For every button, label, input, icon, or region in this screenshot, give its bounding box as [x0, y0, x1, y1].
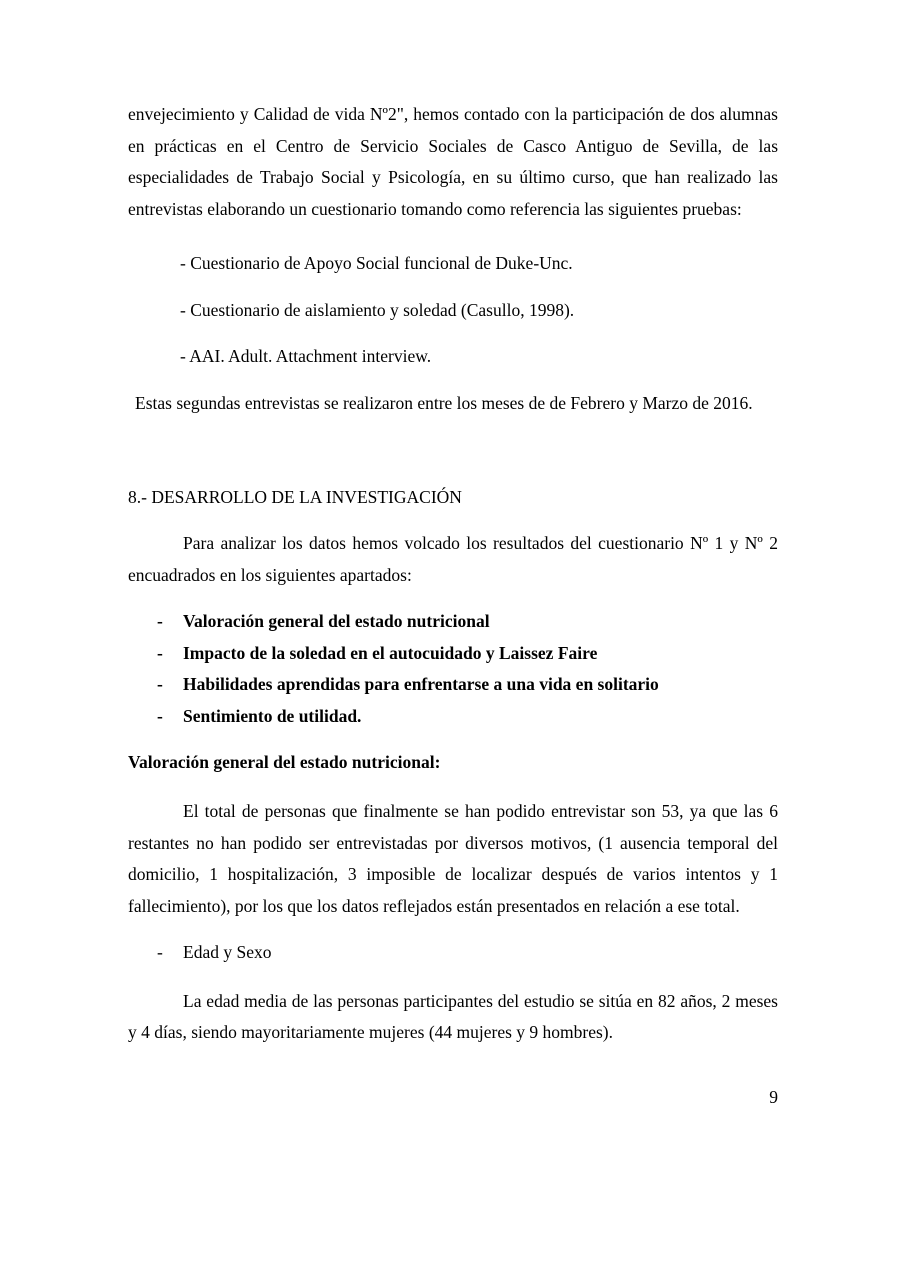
list-dash-marker: - — [157, 642, 163, 663]
list-item-edad-sexo — [157, 937, 778, 969]
list-item-valoracion — [157, 606, 778, 638]
page-number: 9 — [769, 1086, 778, 1107]
list-item-questionnaire-duke: - Cuestionario de Apoyo Social funcional de Duke-Unc. — [180, 253, 573, 273]
list-item-habilidades — [157, 669, 778, 701]
paragraph-edad-media: La edad media de las personas participantes del estudio se sitúa en 82 años, 2 meses y 4 días, siendo mayoritariamente mujeres (44 mujeres y 9 hombres). — [128, 990, 778, 1043]
section-heading-desarrollo: 8.- DESARROLLO DE LA INVESTIGACIÓN — [128, 487, 462, 507]
list-dash-marker: - — [157, 705, 163, 726]
paragraph-intro: envejecimiento y Calidad de vida Nº2", hemos contado con la participación de dos alumnas en prácticas en el Centro de Servicio Sociales de Casco Antiguo de Sevilla, de las especialidades de Trabajo Social y Psicología, en su último curso, que han realizado las entrevistas elaborando un cuestionario tomando como referencia las siguientes pruebas: — [128, 104, 778, 219]
list-item-sentimiento — [157, 701, 778, 733]
bold-topic-list — [128, 606, 778, 732]
paragraph-interview-dates: Estas segundas entrevistas se realizaron entre los meses de de Febrero y Marzo de 2016. — [135, 392, 753, 413]
subsection-heading-valoracion: Valoración general del estado nutricional: — [128, 752, 441, 773]
list-item-label: Sentimiento de utilidad. — [183, 705, 362, 726]
list-item-label: Valoración general del estado nutricional — [183, 611, 490, 632]
list-dash-marker: - — [157, 942, 163, 963]
list-item-questionnaire-aai: - AAI. Adult. Attachment interview. — [180, 346, 432, 366]
list-dash-marker: - — [157, 611, 163, 632]
edad-sexo-list — [128, 937, 778, 969]
paragraph-total-entrevistas: El total de personas que finalmente se han podido entrevistar son 53, ya que las 6 restantes no han podido ser entrevistadas por diversos motivos, (1 ausencia temporal del domicilio, 1 hospitalización, 3 imposible de localizar después de varios intentos y 1 fallecimiento), por los que los datos reflejados están presentados en relación a ese total. — [128, 801, 778, 916]
list-item-impacto — [157, 638, 778, 670]
list-item-label: Habilidades aprendidas para enfrentarse a una vida en solitario — [183, 674, 659, 695]
list-dash-marker: - — [157, 674, 163, 695]
list-item-questionnaire-casullo: - Cuestionario de aislamiento y soledad (Casullo, 1998). — [180, 299, 575, 320]
list-item-label: Impacto de la soledad en el autocuidado y Laissez Faire — [183, 642, 598, 663]
paragraph-analysis-intro: Para analizar los datos hemos volcado los resultados del cuestionario Nº 1 y Nº 2 encuadrados en los siguientes apartados: — [128, 533, 778, 585]
list-item-label: Edad y Sexo — [183, 942, 272, 963]
